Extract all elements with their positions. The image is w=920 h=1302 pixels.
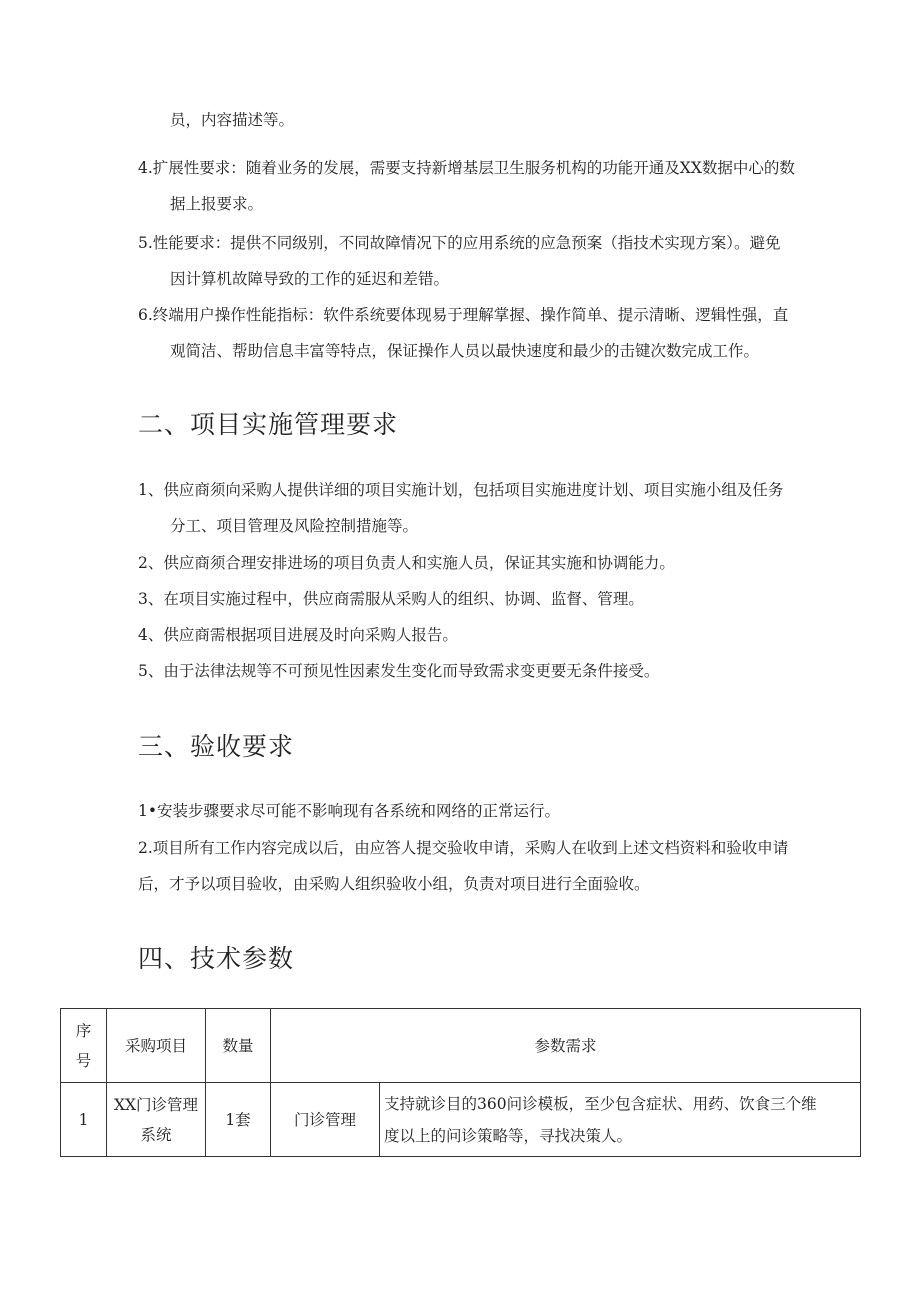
requirement-item-4-line1: 4.扩展性要求：随着业务的发展，需要支持新增基层卫生服务机构的功能开通及XX数据中心的数 [138, 159, 795, 177]
section-heading-implementation: 二、项目实施管理要求 [138, 410, 399, 439]
requirement-item-6-line1: 6.终端用户操作性能指标：软件系统要体现易于理解掌握、操作简单、提示清晰、逻辑性强，直 [138, 306, 789, 324]
section-heading-acceptance: 三、验收要求 [138, 732, 295, 761]
cell-item-line2: 系统 [140, 1125, 172, 1144]
header-item: 采购项目 [107, 1009, 206, 1083]
table-header-row [61, 1009, 861, 1083]
cell-item-line1: XX门诊管理 [113, 1095, 199, 1114]
cell-requirement-line1: 支持就诊目的360问诊模板，至少包含症状、用药、饮食三个维 [384, 1094, 817, 1113]
header-no [61, 1009, 107, 1083]
cell-qty: 1套 [206, 1083, 271, 1157]
cell-no: 1 [61, 1083, 107, 1157]
acceptance-item-1: 1•安装步骤要求尽可能不影响现有各系统和网络的正常运行。 [138, 802, 561, 820]
header-no-line2: 号 [75, 1051, 92, 1070]
cell-item [107, 1083, 206, 1157]
implementation-item-2: 2、供应商须合理安排进场的项目负责人和实施人员，保证其实施和协调能力。 [138, 554, 675, 572]
acceptance-item-2-line1: 2.项目所有工作内容完成以后，由应答人提交验收申请，采购人在收到上述文档资料和验收申请 [138, 839, 789, 857]
header-no-line1: 序 [75, 1021, 92, 1040]
implementation-item-1-line2: 分工、项目管理及风险控制措施等。 [170, 517, 419, 535]
requirement-item-5-line2: 因计算机故障导致的工作的延迟和差错。 [170, 270, 450, 288]
tech-params-table [60, 1008, 861, 1157]
cell-module: 门诊管理 [271, 1083, 380, 1157]
header-qty: 数量 [206, 1009, 271, 1083]
table-row [61, 1083, 861, 1157]
implementation-item-3: 3、在项目实施过程中，供应商需服从采购人的组织、协调、监督、管理。 [138, 590, 644, 608]
header-params: 参数需求 [271, 1009, 861, 1083]
cell-requirement-line2: 度以上的问诊策略等，寻找决策人。 [384, 1126, 633, 1145]
implementation-item-4: 4、供应商需根据项目进展及时向采购人报告。 [138, 626, 458, 644]
requirement-item-6-line2: 观简洁、帮助信息丰富等特点，保证操作人员以最快速度和最少的击键次数完成工作。 [170, 342, 760, 360]
cell-requirement [380, 1083, 861, 1157]
requirement-item-5-line1: 5.性能要求：提供不同级别，不同故障情况下的应用系统的应急预案（指技术实现方案）。避免 [138, 234, 781, 252]
paragraph-continuation: 员，内容描述等。 [170, 111, 295, 129]
section-heading-tech-params: 四、技术参数 [138, 944, 295, 973]
requirement-item-4-line2: 据上报要求。 [170, 195, 264, 213]
implementation-item-1-line1: 1、供应商须向采购人提供详细的项目实施计划，包括项目实施进度计划、项目实施小组及任务 [138, 481, 784, 499]
implementation-item-5: 5、由于法律法规等不可预见性因素发生变化而导致需求变更要无条件接受。 [138, 662, 660, 680]
acceptance-item-2-line2: 后，才予以项目验收，由采购人组织验收小组，负责对项目进行全面验收。 [138, 875, 650, 893]
